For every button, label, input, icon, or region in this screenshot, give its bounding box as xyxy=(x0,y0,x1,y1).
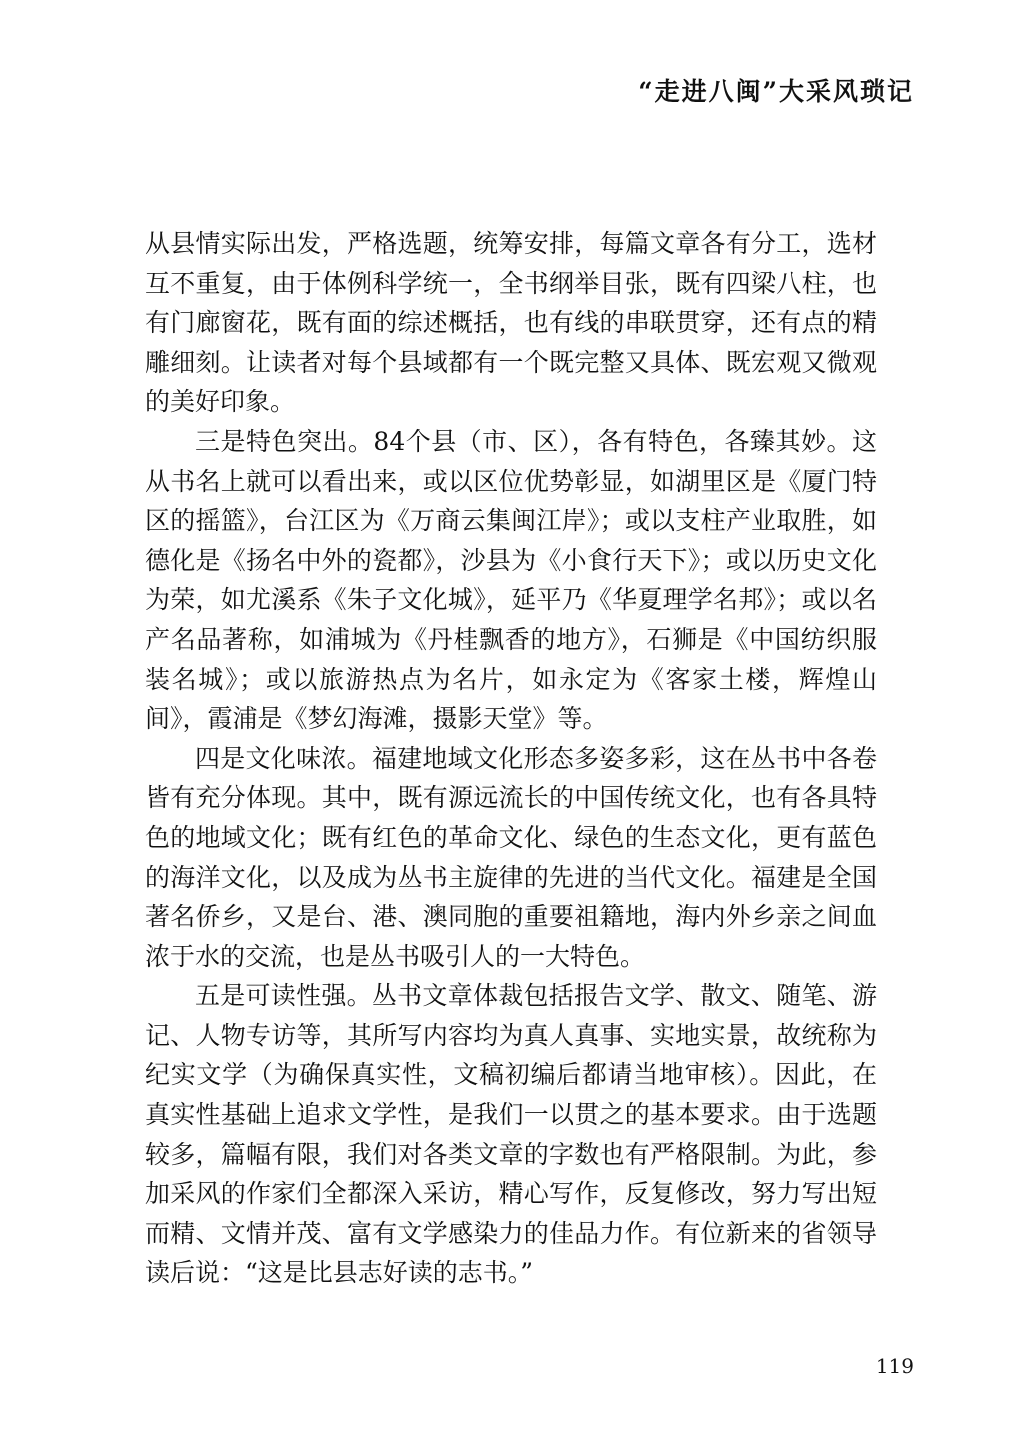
body-text xyxy=(145,224,877,1293)
paragraph-cultural-flavor: 四是文化味浓。福建地域文化形态多姿多彩，这在丛书中各卷皆有充分体现。其中，既有源远流长的中国传统文化，也有各具特色的地域文化；既有红色的革命文化、绿色的生态文化，更有蓝色的海洋文化，以及成为丛书主旋律的先进的当代文化。福建是全国著名侨乡，又是台、港、澳同胞的重要祖籍地，海内外乡亲之间血浓于水的交流，也是丛书吸引人的一大特色。 xyxy=(145,743,877,971)
running-header-title: “走进八闽”大采风琐记 xyxy=(638,77,914,106)
paragraph-distinctive-features: 三是特色突出。84个县（市、区），各有特色，各臻其妙。这从书名上就可以看出来，或以区位优势彰显，如湖里区是《厦门特区的摇篮》，台江区为《万商云集闽江岸》；或以支柱产业取胜，如德化是《扬名中外的瓷都》，沙县为《小食行天下》；或以历史文化为荣，如尤溪系《朱子文化城》，延平乃《华夏理学名邦》；或以名产名品著称，如浦城为《丹桂飘香的地方》，石狮是《中国纺织服装名城》；或以旅游热点为名片，如永定为《客家土楼，辉煌山间》，霞浦是《梦幻海滩，摄影天堂》等。 xyxy=(145,426,877,734)
paragraph-readability: 五是可读性强。丛书文章体裁包括报告文学、散文、随笔、游记、人物专访等，其所写内容均为真人真事、实地实景，故统称为纪实文学（为确保真实性，文稿初编后都请当地审核）。因此，在真实性基础上追求文学性，是我们一以贯之的基本要求。由于选题较多，篇幅有限，我们对各类文章的字数也有严格限制。为此，参加采风的作家们全都深入采访，精心写作，反复修改，努力写出短而精、文情并茂、富有文学感染力的佳品力作。有位新来的省领导读后说：“这是比县志好读的志书。” xyxy=(145,981,877,1288)
paragraph-continued: 从县情实际出发，严格选题，统筹安排，每篇文章各有分工，选材互不重复，由于体例科学统一，全书纲举目张，既有四梁八柱，也有门廊窗花，既有面的综述概括，也有线的串联贯穿，还有点的精雕细刻。让读者对每个县域都有一个既完整又具体、既宏观又微观的美好印象。 xyxy=(145,229,877,417)
page-number: 119 xyxy=(875,1354,914,1378)
